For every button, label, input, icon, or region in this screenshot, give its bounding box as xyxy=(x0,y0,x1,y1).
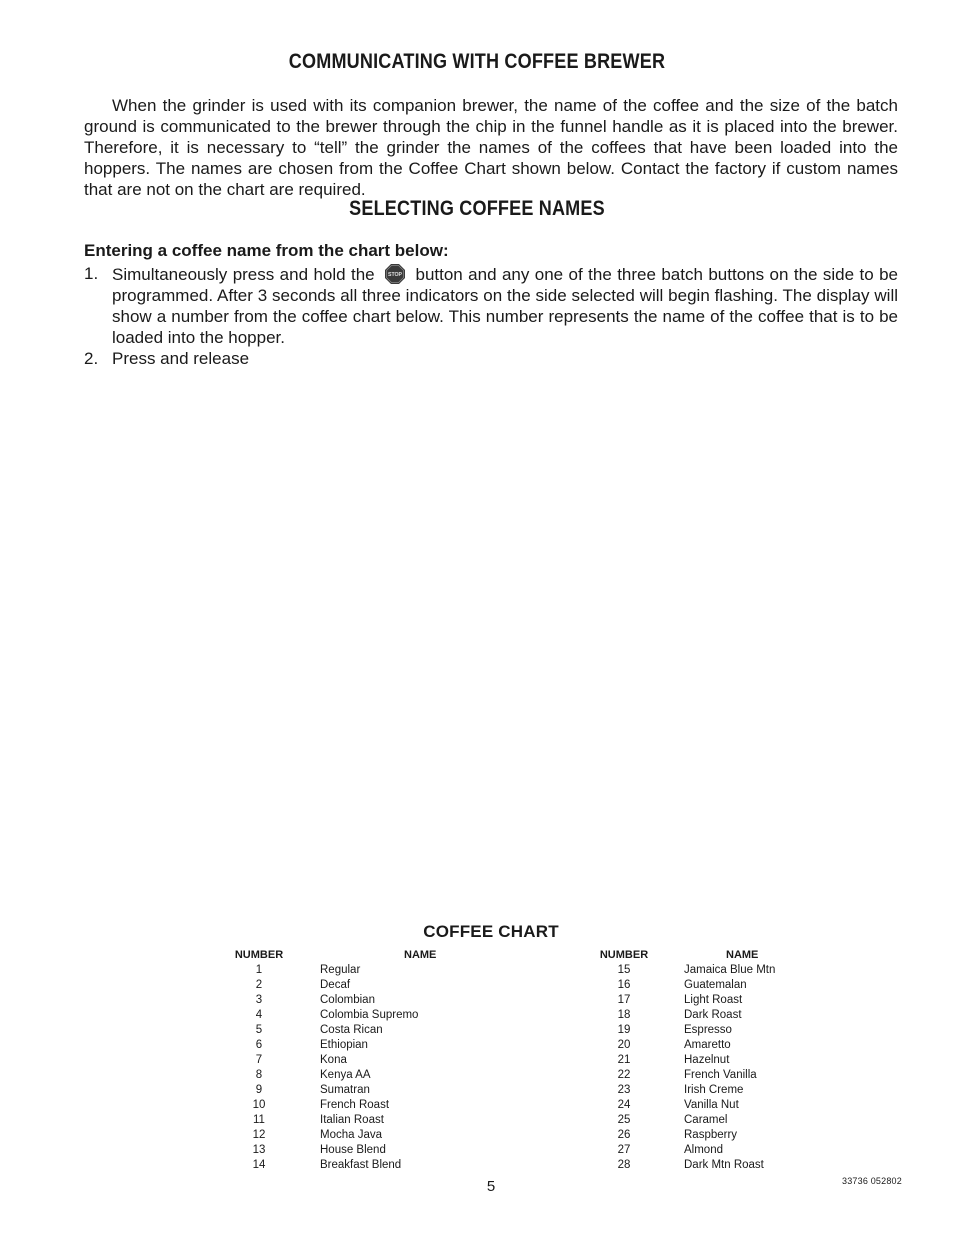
page-number: 5 xyxy=(486,1178,496,1195)
coffee-name: House Blend xyxy=(320,1144,386,1156)
coffee-name: Mocha Java xyxy=(320,1129,383,1141)
coffee-number: 16 xyxy=(617,979,631,991)
coffee-number: 18 xyxy=(617,1009,631,1021)
coffee-name: Regular xyxy=(320,964,361,976)
coffee-name: Italian Roast xyxy=(320,1114,384,1126)
table-row xyxy=(220,978,866,993)
coffee-name: Colombia Supremo xyxy=(320,1009,419,1021)
coffee-number: 26 xyxy=(617,1129,631,1141)
coffee-name: Kenya AA xyxy=(320,1069,371,1081)
table-row xyxy=(220,1128,866,1143)
coffee-name: Vanilla Nut xyxy=(684,1099,739,1111)
step-number: 2. xyxy=(84,349,99,368)
table-row xyxy=(220,1038,866,1053)
coffee-name: Espresso xyxy=(684,1024,732,1036)
coffee-name: Colombian xyxy=(320,994,375,1006)
coffee-name: Sumatran xyxy=(320,1084,370,1096)
coffee-name: Caramel xyxy=(684,1114,728,1126)
coffee-number: 3 xyxy=(255,994,263,1006)
coffee-name: Almond xyxy=(684,1144,723,1156)
coffee-name: Irish Creme xyxy=(684,1084,744,1096)
coffee-name: Guatemalan xyxy=(684,979,747,991)
table-row xyxy=(220,1083,866,1098)
coffee-number: 9 xyxy=(255,1084,263,1096)
step-text-after: button and any one of the three batch buttons on the side to be programmed. After 3 seconds all three indicators on the side selected will begin flashing. The display will show a number from the coffee chart below. This number represents the name of the coffee that is to be loaded into the hopper. xyxy=(112,265,898,347)
table-row xyxy=(220,1023,866,1038)
coffee-number: 21 xyxy=(617,1054,631,1066)
step-number: 1. xyxy=(84,264,99,283)
coffee-number: 13 xyxy=(252,1144,266,1156)
coffee-name: Raspberry xyxy=(684,1129,738,1141)
header-name-right: NAME xyxy=(726,949,759,961)
coffee-name: French Roast xyxy=(320,1099,390,1111)
coffee-name: Decaf xyxy=(320,979,351,991)
step-1 xyxy=(84,263,898,348)
coffee-number: 22 xyxy=(617,1069,631,1081)
coffee-number: 2 xyxy=(255,979,263,991)
coffee-name: Dark Mtn Roast xyxy=(684,1159,764,1171)
stop-button-icon xyxy=(384,263,406,285)
coffee-name: Dark Roast xyxy=(684,1009,742,1021)
coffee-number: 7 xyxy=(255,1054,263,1066)
coffee-number: 19 xyxy=(617,1024,631,1036)
document-code: 33736 052802 xyxy=(842,1176,902,1186)
coffee-name: Jamaica Blue Mtn xyxy=(684,964,776,976)
coffee-name: Light Roast xyxy=(684,994,743,1006)
table-row xyxy=(220,1158,866,1173)
coffee-name: Ethiopian xyxy=(320,1039,368,1051)
coffee-number: 10 xyxy=(252,1099,266,1111)
table-row xyxy=(220,1068,866,1083)
coffee-number: 5 xyxy=(255,1024,263,1036)
coffee-number: 23 xyxy=(617,1084,631,1096)
coffee-number: 14 xyxy=(252,1159,266,1171)
coffee-name: French Vanilla xyxy=(684,1069,757,1081)
table-row xyxy=(220,993,866,1008)
coffee-chart-table xyxy=(220,948,866,1173)
intro-paragraph: When the grinder is used with its companion brewer, the name of the coffee and the size of the batch ground is communicated to the brewer through the chip in the funnel handle as it is placed into the brewer. Therefore, it is necessary to “tell” the grinder the names of the coffees that have been loaded into the hoppers. The names are chosen from the Coffee Chart shown below. Contact the factory if custom names that are not on the chart are required. xyxy=(84,96,898,199)
header-number-left: NUMBER xyxy=(234,949,284,961)
heading-selecting: SELECTING COFFEE NAMES xyxy=(349,197,605,220)
coffee-name: Costa Rican xyxy=(320,1024,383,1036)
coffee-number: 28 xyxy=(617,1159,631,1171)
coffee-number: 8 xyxy=(255,1069,263,1081)
coffee-number: 20 xyxy=(617,1039,631,1051)
coffee-number: 15 xyxy=(617,964,631,976)
table-row xyxy=(220,1053,866,1068)
heading-communicating: COMMUNICATING WITH COFFEE BREWER xyxy=(288,50,666,73)
coffee-number: 27 xyxy=(617,1144,631,1156)
table-row xyxy=(220,1098,866,1113)
coffee-number: 25 xyxy=(617,1114,631,1126)
coffee-name: Breakfast Blend xyxy=(320,1159,402,1171)
chart-header-row xyxy=(220,948,866,963)
coffee-number: 17 xyxy=(617,994,631,1006)
coffee-name: Kona xyxy=(320,1054,347,1066)
coffee-number: 6 xyxy=(255,1039,263,1051)
coffee-name: Amaretto xyxy=(684,1039,731,1051)
step-text: Press and release xyxy=(112,349,250,368)
coffee-number: 12 xyxy=(252,1129,266,1141)
step-2 xyxy=(84,348,898,369)
header-name-left: NAME xyxy=(404,949,437,961)
steps-list xyxy=(84,263,898,369)
chart-body xyxy=(220,963,866,1173)
coffee-number: 4 xyxy=(255,1009,263,1021)
table-row xyxy=(220,1008,866,1023)
step-text-before: Simultaneously press and hold the xyxy=(112,265,375,284)
coffee-chart-title: COFFEE CHART xyxy=(423,922,559,941)
stop-label: STOP xyxy=(388,272,403,278)
coffee-number: 1 xyxy=(255,964,263,976)
coffee-number: 11 xyxy=(253,1114,265,1126)
coffee-number: 24 xyxy=(617,1099,631,1111)
table-row xyxy=(220,1113,866,1128)
entering-subheading: Entering a coffee name from the chart below: xyxy=(84,241,449,260)
coffee-name: Hazelnut xyxy=(684,1054,730,1066)
header-number-right: NUMBER xyxy=(599,949,649,961)
table-row xyxy=(220,1143,866,1158)
table-row xyxy=(220,963,866,978)
